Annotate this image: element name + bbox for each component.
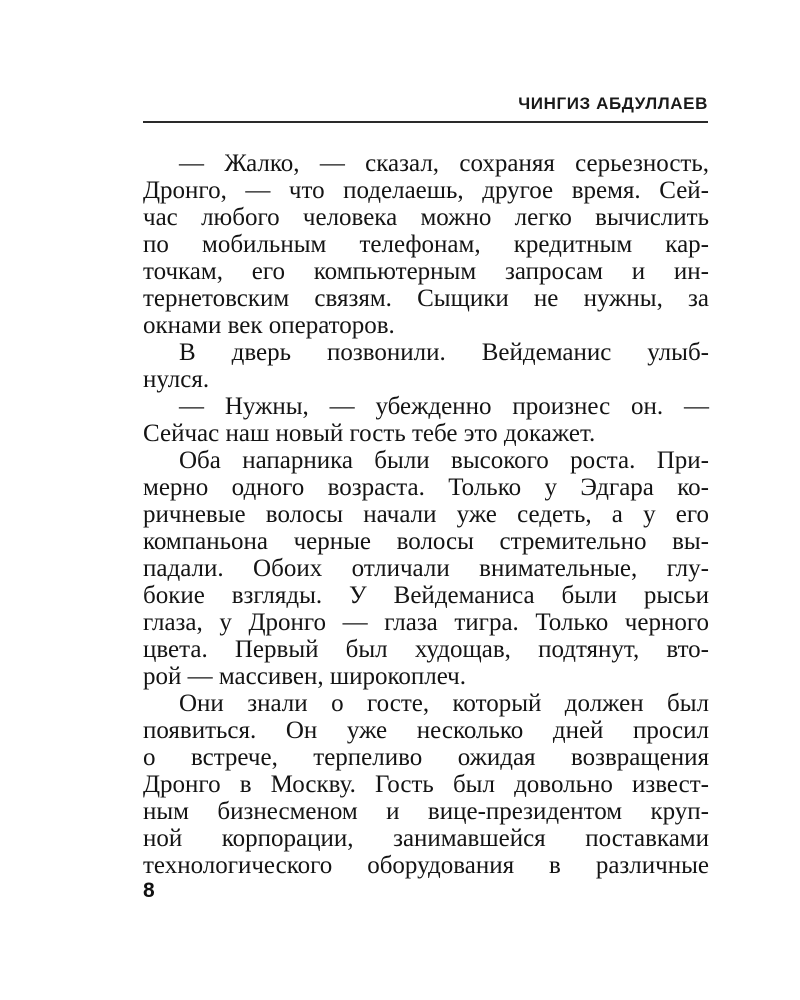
text-line: окнами век операторов. <box>143 312 395 339</box>
text-line: тернетовским связям. Сыщики не нужны, за <box>143 285 709 312</box>
text-line: ричневые волосы начали уже седеть, а у его <box>143 501 709 528</box>
text-line: В дверь позвонили. Вейдеманис улыб- <box>179 339 709 366</box>
running-header-author: ЧИНГИЗ АБДУЛЛАЕВ <box>518 94 708 113</box>
text-line: Они знали о госте, который должен был <box>179 690 709 717</box>
text-line: Оба напарника были высокого роста. При- <box>179 447 709 474</box>
text-line: цвета. Первый был худощав, подтянут, вто- <box>143 636 709 663</box>
page-number: 8 <box>143 879 155 902</box>
text-line: по мобильным телефонам, кредитным кар- <box>143 231 709 258</box>
paragraph <box>143 150 709 339</box>
text-line: компаньона черные волосы стремительно вы- <box>143 528 709 555</box>
text-line: о встрече, терпеливо ожидая возвращения <box>143 744 709 771</box>
text-line: падали. Обоих отличали внимательные, глу- <box>143 555 709 582</box>
paragraph <box>143 339 709 393</box>
text-line: появиться. Он уже несколько дней просил <box>143 717 709 744</box>
text-line: мерно одного возраста. Только у Эдгара ко- <box>143 474 709 501</box>
text-line: бокие взгляды. У Вейдеманиса были рысьи <box>143 582 709 609</box>
header-rule <box>143 121 708 123</box>
text-line: Дронго, — что поделаешь, другое время. Сей- <box>143 177 709 204</box>
text-line: ным бизнесменом и вице-президентом круп- <box>143 798 709 825</box>
text-line: глаза, у Дронго — глаза тигра. Только черного <box>143 609 709 636</box>
text-line: Сейчас наш новый гость тебе это докажет. <box>143 420 596 447</box>
text-line: — Нужны, — убежденно произнес он. — <box>179 393 709 420</box>
text-line: рой — массивен, широкоплеч. <box>143 663 466 690</box>
text-line: час любого человека можно легко вычислить <box>143 204 709 231</box>
paragraph <box>143 447 709 690</box>
text-line: технологического оборудования в различные <box>143 852 709 879</box>
text-line: Дронго в Москву. Гость был довольно извест- <box>143 771 709 798</box>
text-line: точкам, его компьютерным запросам и ин- <box>143 258 709 285</box>
text-line: ной корпорации, занимавшейся поставками <box>143 825 709 852</box>
paragraph <box>143 393 709 447</box>
text-line: — Жалко, — сказал, сохраняя серьезность, <box>179 150 709 177</box>
paragraph <box>143 690 709 879</box>
page-body <box>143 150 709 879</box>
text-line: нулся. <box>143 366 210 393</box>
